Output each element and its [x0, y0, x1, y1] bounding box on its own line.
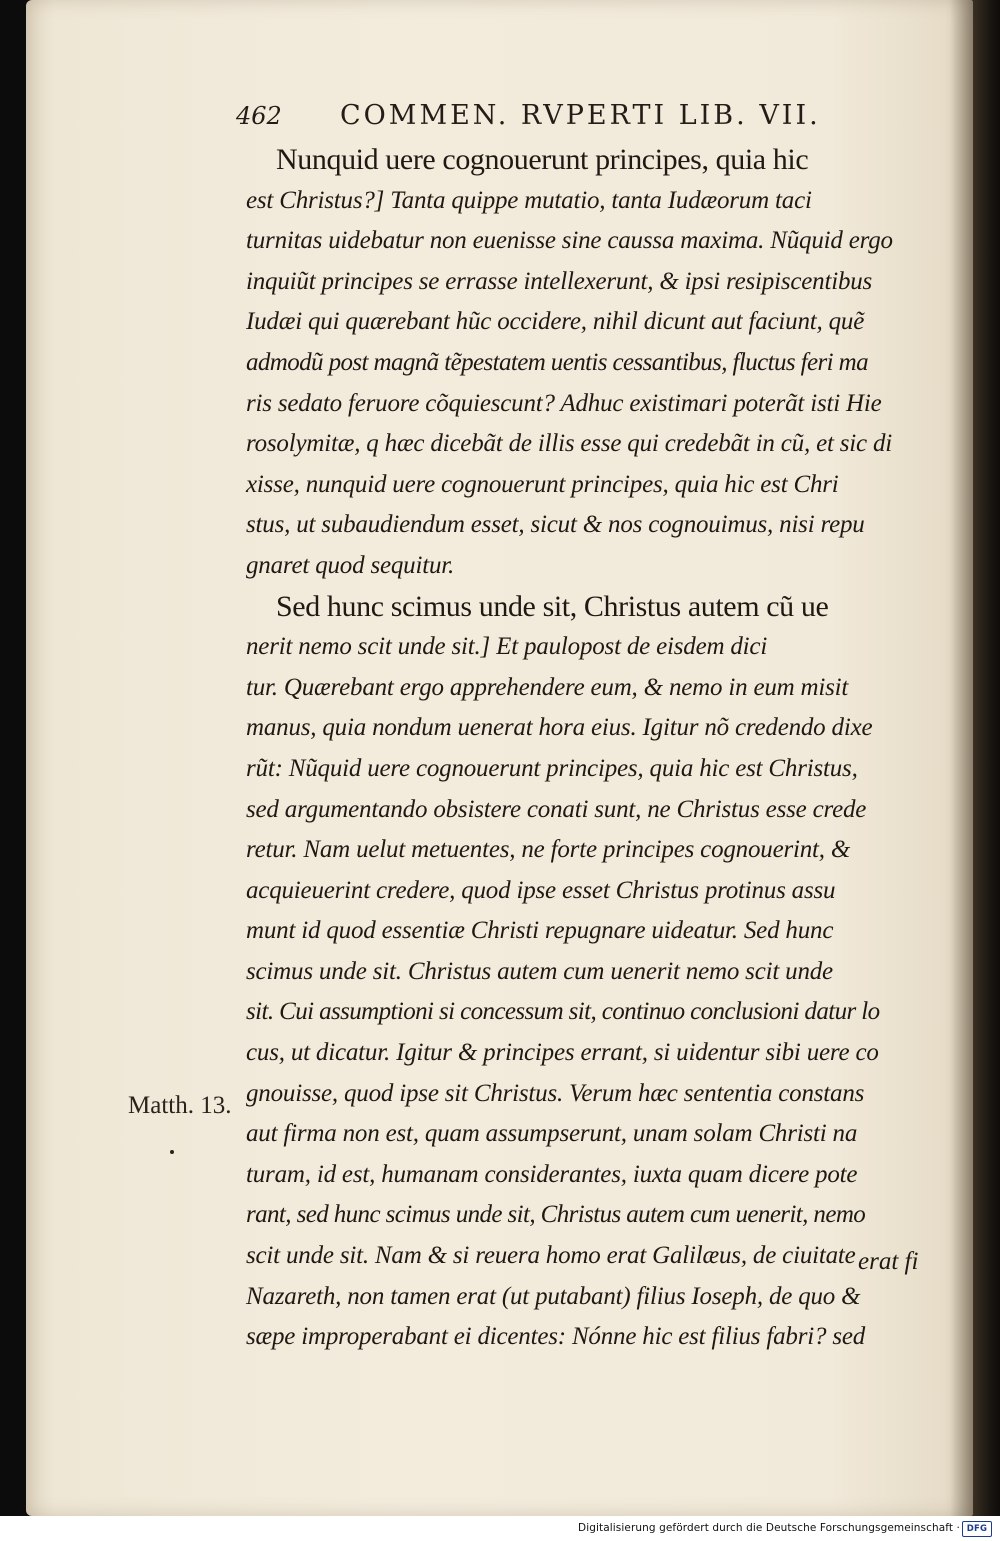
text-line: cus, ut dicatur. Igitur & principes errant, si uidentur sibi uere co	[246, 1039, 879, 1067]
text-line: sed argumentando obsistere conati sunt, ne Christus esse crede	[246, 795, 867, 823]
text-line: gnouisse, quod ipse sit Christus. Verum hæc sententia constans	[246, 1079, 865, 1107]
text-line: aut firma non est, quam assumpserunt, unam solam Christi na	[246, 1120, 858, 1148]
text-line: scit unde sit. Nam & si reuera homo erat Galilæus, de ciuitate	[246, 1242, 856, 1270]
text-line: Iudæi qui quærebant hũc occidere, nihil dicunt aut faciunt, quẽ	[246, 308, 865, 336]
text-line: acquieuerint credere, quod ipse esset Christus protinus assu	[246, 876, 836, 904]
margin-note: Matth. 13.	[128, 1092, 232, 1119]
text-line: retur. Nam uelut metuentes, ne forte principes cognouerint, &	[246, 836, 851, 864]
text-line: scimus unde sit. Christus autem cum uenerit nemo scit unde	[246, 957, 833, 985]
text-line: admodũ post magnã tẽpestatem uentis cessantibus, fluctus feri ma	[246, 348, 868, 376]
running-head: COMMEN. RVPERTI LIB. VII.	[340, 100, 821, 131]
catchword: erat fi	[858, 1248, 919, 1275]
text-line: rũt: Nũquid uere cognouerunt principes, quia hic est Christus,	[246, 754, 858, 782]
text-line: est Christus?] Tanta quippe mutatio, tanta Iudæorum taci	[246, 186, 812, 214]
text-line: rant, sed hunc scimus unde sit, Christus autem cum uenerit, nemo	[246, 1201, 866, 1229]
dfg-logo-icon: DFG	[962, 1521, 992, 1537]
footer-bar	[0, 1516, 1000, 1541]
text-line: Nunquid uere cognouerunt principes, quia hic	[276, 143, 809, 176]
page-number: 462	[236, 102, 282, 130]
footer-credit: Digitalisierung gefördert durch die Deutsche Forschungsgemeinschaft ·	[578, 1522, 960, 1534]
page-header	[236, 100, 906, 144]
margin-dot	[170, 1150, 174, 1154]
text-line: ris sedato feruore cõquiescunt? Adhuc existimari poterãt isti Hie	[246, 389, 882, 417]
text-line: stus, ut subaudiendum esset, sicut & nos cognouimus, nisi repu	[246, 511, 865, 539]
text-line: inquiũt principes se errasse intellexerunt, & ipsi resipiscentibus	[246, 267, 873, 295]
text-line: sæpe improperabant ei dicentes: Nónne hic est filius fabri? sed	[246, 1323, 866, 1351]
text-line: nerit nemo scit unde sit.] Et paulopost de eisdem dici	[246, 633, 768, 661]
text-line: gnaret quod sequitur.	[246, 551, 455, 579]
text-line: munt id quod essentiæ Christi repugnare uideatur. Sed hunc	[246, 917, 834, 945]
text-line: manus, quia nondum uenerat hora eius. Igitur nõ credendo dixe	[246, 714, 873, 742]
text-line: xisse, nunquid uere cognouerunt principes, quia hic est Chri	[246, 470, 839, 498]
body-text	[246, 140, 946, 1358]
gutter-shadow	[950, 0, 973, 1516]
text-line: turnitas uidebatur non euenisse sine caussa maxima. Nũquid ergo	[246, 227, 893, 255]
text-line: sit. Cui assumptioni si concessum sit, continuo conclusioni datur lo	[246, 998, 880, 1026]
book-edge	[973, 0, 1000, 1516]
text-line: Nazareth, non tamen erat (ut putabant) filius Ioseph, de quo &	[246, 1282, 861, 1310]
text-line: turam, id est, humanam considerantes, iuxta quam dicere pote	[246, 1160, 858, 1188]
text-line: Sed hunc scimus unde sit, Christus autem cũ ue	[276, 589, 829, 623]
text-line: rosolymitæ, q hæc dicebãt de illis esse qui credebãt in cũ, et sic di	[246, 430, 893, 458]
text-line: tur. Quærebant ergo apprehendere eum, & nemo in eum misit	[246, 673, 849, 701]
